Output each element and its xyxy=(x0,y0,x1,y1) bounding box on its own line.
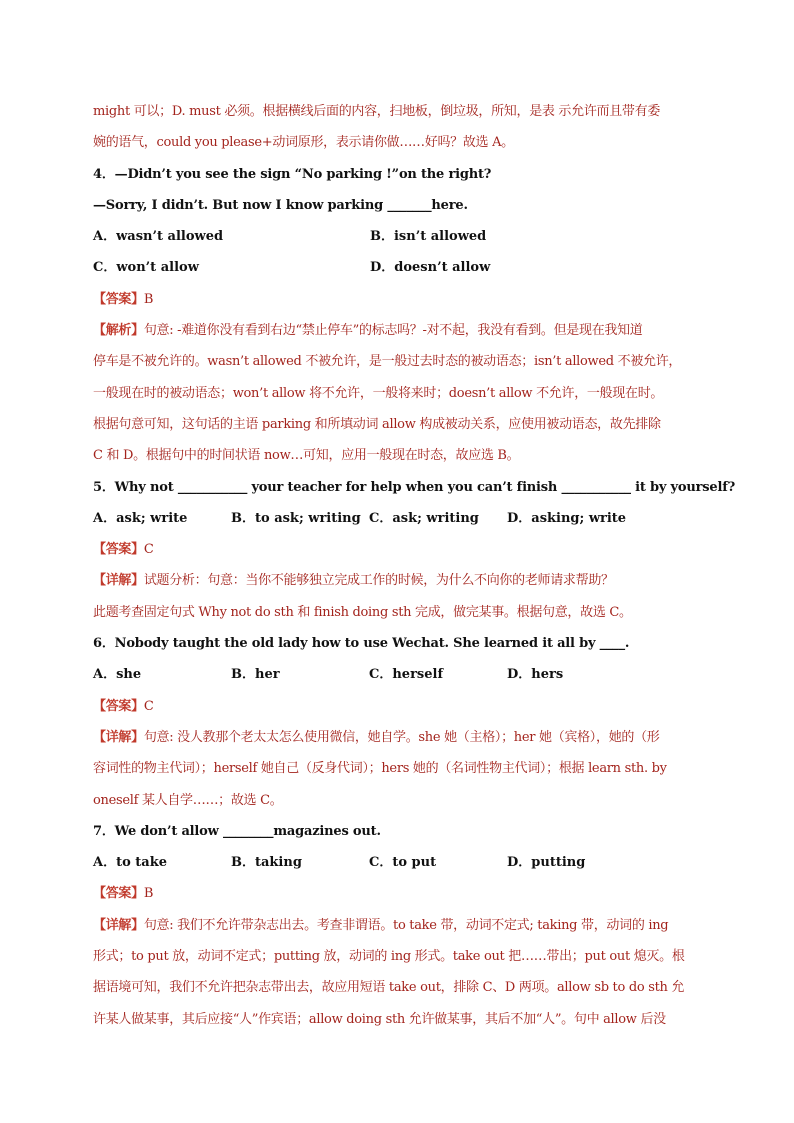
explanation-line: oneself 某人自学……；故选 C。 xyxy=(93,792,283,808)
explanation-line: 形式；to put 放，动词不定式；putting 放，动词的 ing 形式。take out 把……带出；put out 熄灭。根 xyxy=(93,949,685,965)
options-row xyxy=(93,221,705,252)
answer-option: A．wasn’t allowed xyxy=(93,229,224,245)
answer-option: D．doesn’t allow xyxy=(370,260,491,276)
explanation-line: 容词性的物主代词）；herself 她自己（反身代词）；hers 她的（名词性物主代词）；根据 learn sth. by xyxy=(93,761,667,777)
answer-line xyxy=(93,878,705,909)
options-row xyxy=(93,847,705,878)
answer-option: D．asking; write xyxy=(507,510,627,526)
answer-tag: 【详解】 xyxy=(93,917,144,933)
answer-option: A．to take xyxy=(93,855,167,871)
options-row xyxy=(93,659,705,690)
answer-option: B．to ask; writing xyxy=(231,510,361,526)
question-line: 7．We don’t allow ________magazines out. xyxy=(93,823,381,839)
answer-option: A．ask; write xyxy=(93,510,188,526)
answer-option: C．won’t allow xyxy=(93,260,199,276)
explanation-line: 此题考查固定句式 Why not do sth 和 finish doing sth 完成，做完某事。根据句意，故选 C。 xyxy=(93,604,632,620)
answer-tag: 【答案】 xyxy=(93,886,144,902)
answer-text: B xyxy=(143,291,154,307)
answer-line xyxy=(93,315,705,346)
question-line: 4．—Didn’t you see the sign “No parking !”on the right? xyxy=(93,166,492,182)
explanation-line: might 可以；D. must 必须。根据横线后面的内容，扫地板，倒垃圾，所知，是表 示允许而且带有委 xyxy=(93,104,661,119)
answer-line xyxy=(93,565,705,596)
explanation-line: C 和 D。根据句中的时间状语 now…可知，应用一般现在时态，故应选 B。 xyxy=(93,448,520,464)
answer-text: 句意: 没人教那个老太太怎么使用微信，她自学。she 她（主格）；her 她（宾格），她的（形 xyxy=(143,729,660,745)
answer-tag: 【答案】 xyxy=(93,698,144,714)
answer-line xyxy=(93,910,705,941)
explanation-line: 一般现在时的被动语态；won’t allow 将不允许，一般将来时；doesn’t allow 不允许，一般现在时。 xyxy=(93,385,664,401)
answer-line xyxy=(93,534,705,565)
explanation-line: 根据句意可知，这句话的主语 parking 和所填动词 allow 构成被动关系，应使用被动语态，故先排除 xyxy=(93,416,661,432)
answer-option: C．herself xyxy=(369,667,444,683)
answer-text: 句意: 我们不允许带杂志出去。考查非谓语。to take 带，动词不定式; taking 带，动词的 ing xyxy=(143,917,669,933)
explanation-line: 婉的语气，could you please+动词原形，表示请你做……好吗？故选 A。 xyxy=(93,135,514,151)
options-row xyxy=(93,252,705,283)
answer-option: C．ask; writing xyxy=(369,510,479,526)
explanation-line: 许某人做某事，其后应接“人”作宾语；allow doing sth 允许做某事，其后不加“人”。句中 allow 后没 xyxy=(93,1011,666,1027)
answer-option: A．she xyxy=(93,667,142,683)
answer-text: 句意: -难道你没有看到右边“禁止停车”的标志吗？-对不起，我没有看到。但是现在我知道 xyxy=(143,323,643,339)
answer-option: B．taking xyxy=(231,855,302,871)
answer-line xyxy=(93,722,705,753)
answer-option: C．to put xyxy=(369,855,437,871)
question-line: 6．Nobody taught the old lady how to use Wechat. She learned it all by ____. xyxy=(93,636,630,652)
answer-text: C xyxy=(143,698,154,714)
options-row xyxy=(93,503,705,534)
question-line: —Sorry, I didn’t. But now I know parking _______here. xyxy=(93,197,468,213)
answer-option: B．her xyxy=(231,667,280,683)
explanation-line: 停车是不被允许的。wasn’t allowed 不被允许，是一般过去时态的被动语态；isn’t allowed 不被允许， xyxy=(93,354,682,370)
answer-tag: 【详解】 xyxy=(93,729,144,745)
answer-line xyxy=(93,691,705,722)
question-line: 5．Why not ___________ your teacher for help when you can’t finish ___________ it by yourself? xyxy=(93,479,736,495)
answer-text: C xyxy=(143,542,154,558)
answer-tag: 【答案】 xyxy=(93,291,144,307)
answer-tag: 【解析】 xyxy=(93,323,144,339)
answer-text: 试题分析：句意：当你不能够独立完成工作的时候，为什么不向你的老师请求帮助？ xyxy=(143,573,614,589)
answer-option: D．hers xyxy=(507,667,564,683)
answer-text: B xyxy=(143,886,154,902)
explanation-line: 据语境可知，我们不允许把杂志带出去，故应用短语 take out，排除 C、D 两项。allow sb to do sth 允 xyxy=(93,980,685,996)
answer-tag: 【答案】 xyxy=(93,542,144,558)
answer-option: B．isn’t allowed xyxy=(370,229,487,245)
document-page xyxy=(93,96,736,1035)
answer-line xyxy=(93,284,705,315)
answer-tag: 【详解】 xyxy=(93,573,144,589)
answer-option: D．putting xyxy=(507,855,586,871)
